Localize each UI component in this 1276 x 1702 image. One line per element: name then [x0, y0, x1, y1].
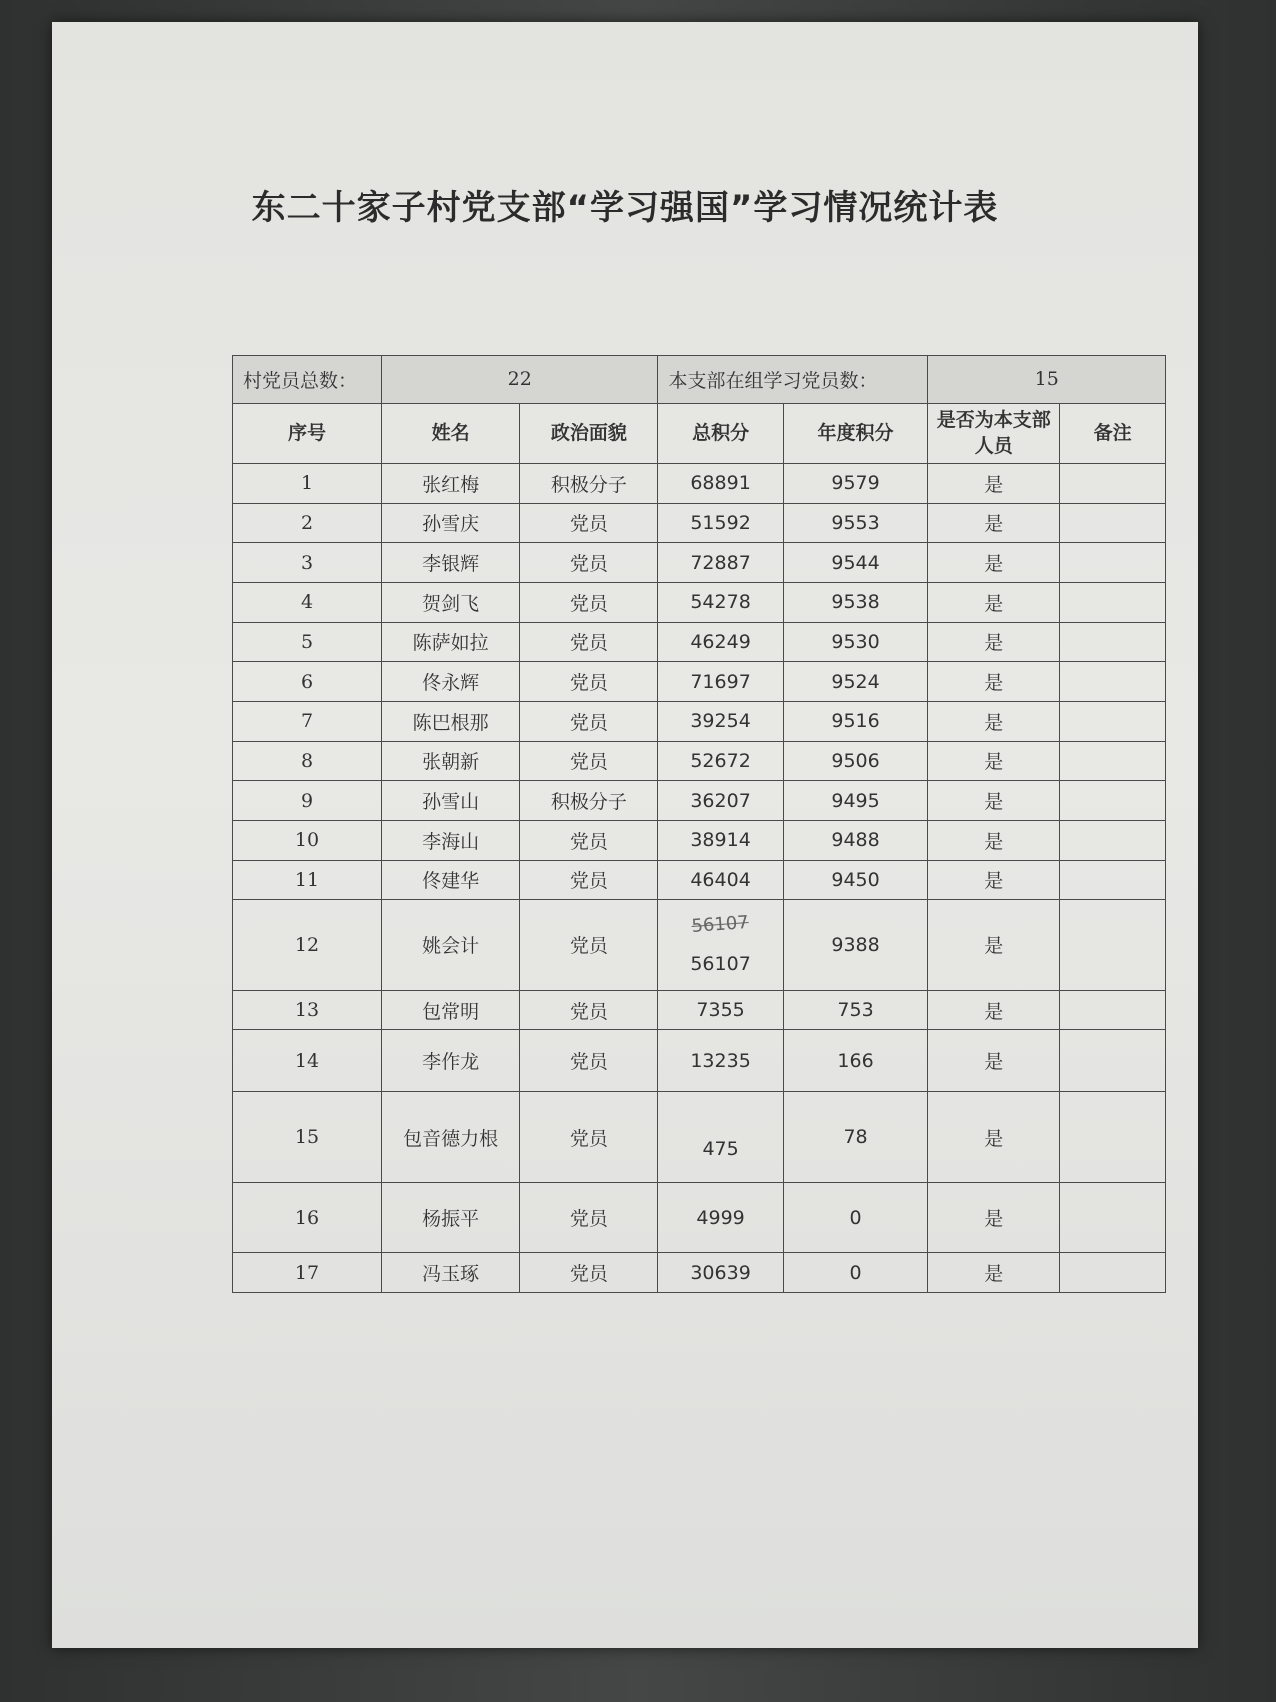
- annual-points: 9388: [783, 900, 928, 991]
- political-status: 党员: [520, 662, 658, 702]
- annual-points: 0: [783, 1253, 928, 1293]
- is-branch-member: 是: [928, 701, 1060, 741]
- political-status: 党员: [520, 900, 658, 991]
- row-number: 8: [233, 741, 382, 781]
- table-row: [233, 860, 1166, 900]
- total-points: 68891: [658, 463, 783, 503]
- remarks: [1060, 1253, 1166, 1293]
- row-number: 5: [233, 622, 382, 662]
- member-name: 冯玉琢: [382, 1253, 520, 1293]
- row-number: 4: [233, 582, 382, 622]
- political-status: 积极分子: [520, 781, 658, 821]
- total-points: 38914: [658, 820, 783, 860]
- annual-points: 9579: [783, 463, 928, 503]
- header-cell: 是否为本支部人员: [928, 403, 1060, 463]
- row-number: 16: [233, 1183, 382, 1253]
- table-row: [233, 1030, 1166, 1092]
- annual-points: 0: [783, 1183, 928, 1253]
- member-name: 孙雪庆: [382, 503, 520, 543]
- remarks: [1060, 1183, 1166, 1253]
- member-name: 孙雪山: [382, 781, 520, 821]
- annual-points: 9538: [783, 582, 928, 622]
- table-row: [233, 990, 1166, 1030]
- is-branch-member: 是: [928, 582, 1060, 622]
- political-status: 党员: [520, 701, 658, 741]
- member-name: 佟建华: [382, 860, 520, 900]
- member-name: 包常明: [382, 990, 520, 1030]
- member-name: 张红梅: [382, 463, 520, 503]
- annual-points: 9530: [783, 622, 928, 662]
- political-status: 党员: [520, 820, 658, 860]
- annual-points: 9524: [783, 662, 928, 702]
- is-branch-member: 是: [928, 543, 1060, 583]
- is-branch-member: 是: [928, 741, 1060, 781]
- statistics-table: [232, 355, 1166, 1293]
- row-number: 2: [233, 503, 382, 543]
- table-row: [233, 463, 1166, 503]
- total-points: 71697: [658, 662, 783, 702]
- table-row: [233, 1092, 1166, 1183]
- row-number: 11: [233, 860, 382, 900]
- is-branch-member: 是: [928, 990, 1060, 1030]
- is-branch-member: 是: [928, 503, 1060, 543]
- total-points: 46404: [658, 860, 783, 900]
- remarks: [1060, 820, 1166, 860]
- remarks: [1060, 1092, 1166, 1183]
- remarks: [1060, 1030, 1166, 1092]
- annual-points: 9516: [783, 701, 928, 741]
- table-row: [233, 781, 1166, 821]
- political-status: 党员: [520, 582, 658, 622]
- row-number: 10: [233, 820, 382, 860]
- table-body: [233, 463, 1166, 1292]
- table-row: [233, 503, 1166, 543]
- row-number: 15: [233, 1092, 382, 1183]
- political-status: 党员: [520, 860, 658, 900]
- in-group-label: 本支部在组学习党员数：: [658, 356, 928, 404]
- document-title: 东二十家子村党支部“学习强国”学习情况统计表: [251, 188, 999, 228]
- in-group-value: 15: [928, 356, 1166, 404]
- is-branch-member: 是: [928, 662, 1060, 702]
- row-number: 13: [233, 990, 382, 1030]
- total-points-value: 475: [702, 1138, 739, 1161]
- remarks: [1060, 860, 1166, 900]
- annual-points: 166: [783, 1030, 928, 1092]
- member-name: 陈萨如拉: [382, 622, 520, 662]
- table-row: [233, 701, 1166, 741]
- total-points: 52672: [658, 741, 783, 781]
- remarks: [1060, 463, 1166, 503]
- row-number: 17: [233, 1253, 382, 1293]
- header-cell: 姓名: [382, 403, 520, 463]
- is-branch-member: 是: [928, 1030, 1060, 1092]
- is-branch-member: 是: [928, 860, 1060, 900]
- summary-row: [233, 356, 1166, 404]
- total-points: 13235: [658, 1030, 783, 1092]
- table-row: [233, 1253, 1166, 1293]
- total-members-label: 村党员总数：: [233, 356, 382, 404]
- header-cell: 备注: [1060, 403, 1166, 463]
- total-points: [658, 900, 783, 991]
- political-status: 党员: [520, 741, 658, 781]
- political-status: 党员: [520, 1253, 658, 1293]
- annual-points: 9450: [783, 860, 928, 900]
- row-number: 14: [233, 1030, 382, 1092]
- remarks: [1060, 741, 1166, 781]
- remarks: [1060, 990, 1166, 1030]
- total-points: 4999: [658, 1183, 783, 1253]
- header-cell: 总积分: [658, 403, 783, 463]
- table-row: [233, 741, 1166, 781]
- remarks: [1060, 662, 1166, 702]
- annual-points: 9488: [783, 820, 928, 860]
- total-points: 72887: [658, 543, 783, 583]
- header-cell: 年度积分: [783, 403, 928, 463]
- annual-points: 9544: [783, 543, 928, 583]
- corrected-total: 56107: [690, 953, 751, 976]
- annual-points: 9506: [783, 741, 928, 781]
- member-name: 李作龙: [382, 1030, 520, 1092]
- table-row: [233, 622, 1166, 662]
- member-name: 姚会计: [382, 900, 520, 991]
- member-name: 贺剑飞: [382, 582, 520, 622]
- total-points: 36207: [658, 781, 783, 821]
- member-name: 李海山: [382, 820, 520, 860]
- row-number: 7: [233, 701, 382, 741]
- row-number: 3: [233, 543, 382, 583]
- remarks: [1060, 622, 1166, 662]
- political-status: 积极分子: [520, 463, 658, 503]
- is-branch-member: 是: [928, 463, 1060, 503]
- remarks: [1060, 503, 1166, 543]
- total-points: 51592: [658, 503, 783, 543]
- total-members-value: 22: [382, 356, 658, 404]
- political-status: 党员: [520, 990, 658, 1030]
- political-status: 党员: [520, 622, 658, 662]
- annual-points: 9495: [783, 781, 928, 821]
- total-points: 7355: [658, 990, 783, 1030]
- is-branch-member: 是: [928, 1253, 1060, 1293]
- remarks: [1060, 781, 1166, 821]
- is-branch-member: 是: [928, 622, 1060, 662]
- member-name: 包音德力根: [382, 1092, 520, 1183]
- is-branch-member: 是: [928, 1183, 1060, 1253]
- remarks: [1060, 900, 1166, 991]
- political-status: 党员: [520, 543, 658, 583]
- is-branch-member: 是: [928, 1092, 1060, 1183]
- is-branch-member: 是: [928, 781, 1060, 821]
- total-points: 46249: [658, 622, 783, 662]
- political-status: 党员: [520, 503, 658, 543]
- table-row: [233, 1183, 1166, 1253]
- annual-points: 78: [783, 1092, 928, 1183]
- political-status: 党员: [520, 1183, 658, 1253]
- political-status: 党员: [520, 1030, 658, 1092]
- remarks: [1060, 582, 1166, 622]
- table-row: [233, 820, 1166, 860]
- header-cell: 政治面貌: [520, 403, 658, 463]
- total-points: 30639: [658, 1253, 783, 1293]
- member-name: 李银辉: [382, 543, 520, 583]
- total-points: [658, 1092, 783, 1183]
- total-points: 54278: [658, 582, 783, 622]
- annual-points: 9553: [783, 503, 928, 543]
- political-status: 党员: [520, 1092, 658, 1183]
- crossed-out-total: 56107: [691, 912, 750, 938]
- is-branch-member: 是: [928, 820, 1060, 860]
- paper-sheet: [52, 22, 1198, 1648]
- total-points: 39254: [658, 701, 783, 741]
- member-name: 杨振平: [382, 1183, 520, 1253]
- table-row: [233, 662, 1166, 702]
- table-row: [233, 900, 1166, 991]
- member-name: 佟永辉: [382, 662, 520, 702]
- row-number: 12: [233, 900, 382, 991]
- member-name: 张朝新: [382, 741, 520, 781]
- table-row: [233, 582, 1166, 622]
- is-branch-member: 是: [928, 900, 1060, 991]
- row-number: 6: [233, 662, 382, 702]
- row-number: 9: [233, 781, 382, 821]
- header-cell: 序号: [233, 403, 382, 463]
- header-row: [233, 403, 1166, 463]
- table-row: [233, 543, 1166, 583]
- remarks: [1060, 543, 1166, 583]
- annual-points: 753: [783, 990, 928, 1030]
- member-name: 陈巴根那: [382, 701, 520, 741]
- row-number: 1: [233, 463, 382, 503]
- remarks: [1060, 701, 1166, 741]
